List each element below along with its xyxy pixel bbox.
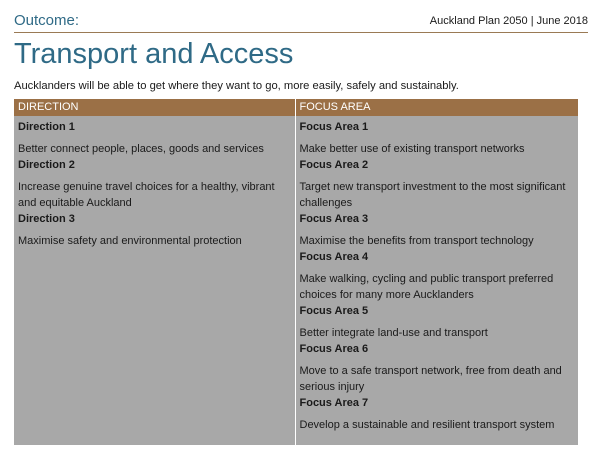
- focus-area-entry: [300, 249, 573, 303]
- focus-area-entry: [300, 157, 573, 211]
- focus-area-entry: [300, 341, 573, 395]
- direction-text: Better connect people, places, goods and services: [18, 143, 264, 155]
- outcome-label: Outcome:: [14, 12, 80, 29]
- focus-area-text: Target new transport investment to the most significant challenges: [299, 181, 566, 209]
- focus-area-text: Maximise the benefits from transport technology: [299, 235, 534, 247]
- page-title: Transport and Access: [14, 38, 294, 70]
- focus-area-heading: Focus Area 2: [299, 159, 369, 171]
- focus-area-heading: Focus Area 5: [299, 305, 369, 317]
- direction-entry: [18, 119, 289, 157]
- focus-area-entry: [300, 119, 573, 157]
- focus-area-column: [295, 99, 579, 445]
- focus-area-text: Develop a sustainable and resilient transport system: [299, 419, 555, 431]
- direction-text: Maximise safety and environmental protection: [18, 235, 242, 247]
- direction-heading: Direction 2: [18, 159, 75, 171]
- focus-area-heading: Focus Area 6: [299, 343, 369, 355]
- focus-area-text: Make walking, cycling and public transport preferred choices for many more Aucklanders: [299, 273, 554, 301]
- focus-area-heading: Focus Area 3: [299, 213, 369, 225]
- direction-text: Increase genuine travel choices for a healthy, vibrant and equitable Auckland: [18, 181, 275, 209]
- focus-area-entry: [300, 395, 573, 433]
- focus-area-text: Make better use of existing transport networks: [299, 143, 525, 155]
- focus-area-text: Move to a safe transport network, free from death and serious injury: [299, 365, 562, 393]
- focus-area-heading: Focus Area 1: [299, 121, 369, 133]
- intro-text: Aucklanders will be able to get where they want to go, more easily, safely and sustainably.: [14, 80, 459, 92]
- direction-header: DIRECTION: [14, 99, 295, 116]
- direction-heading: Direction 1: [18, 121, 75, 133]
- plan-label: Auckland Plan 2050 | June 2018: [429, 15, 588, 27]
- focus-area-entry: [300, 303, 573, 341]
- focus-area-entry: [300, 211, 573, 249]
- focus-area-header: FOCUS AREA: [296, 99, 579, 116]
- direction-column: [14, 99, 295, 445]
- focus-area-heading: Focus Area 7: [299, 397, 369, 409]
- focus-area-text: Better integrate land-use and transport: [299, 327, 488, 339]
- direction-entry: [18, 157, 289, 211]
- direction-heading: Direction 3: [18, 213, 75, 225]
- direction-entry: [18, 211, 289, 249]
- focus-area-heading: Focus Area 4: [299, 251, 369, 263]
- top-bar: [14, 10, 588, 33]
- direction-focus-table: [14, 99, 578, 445]
